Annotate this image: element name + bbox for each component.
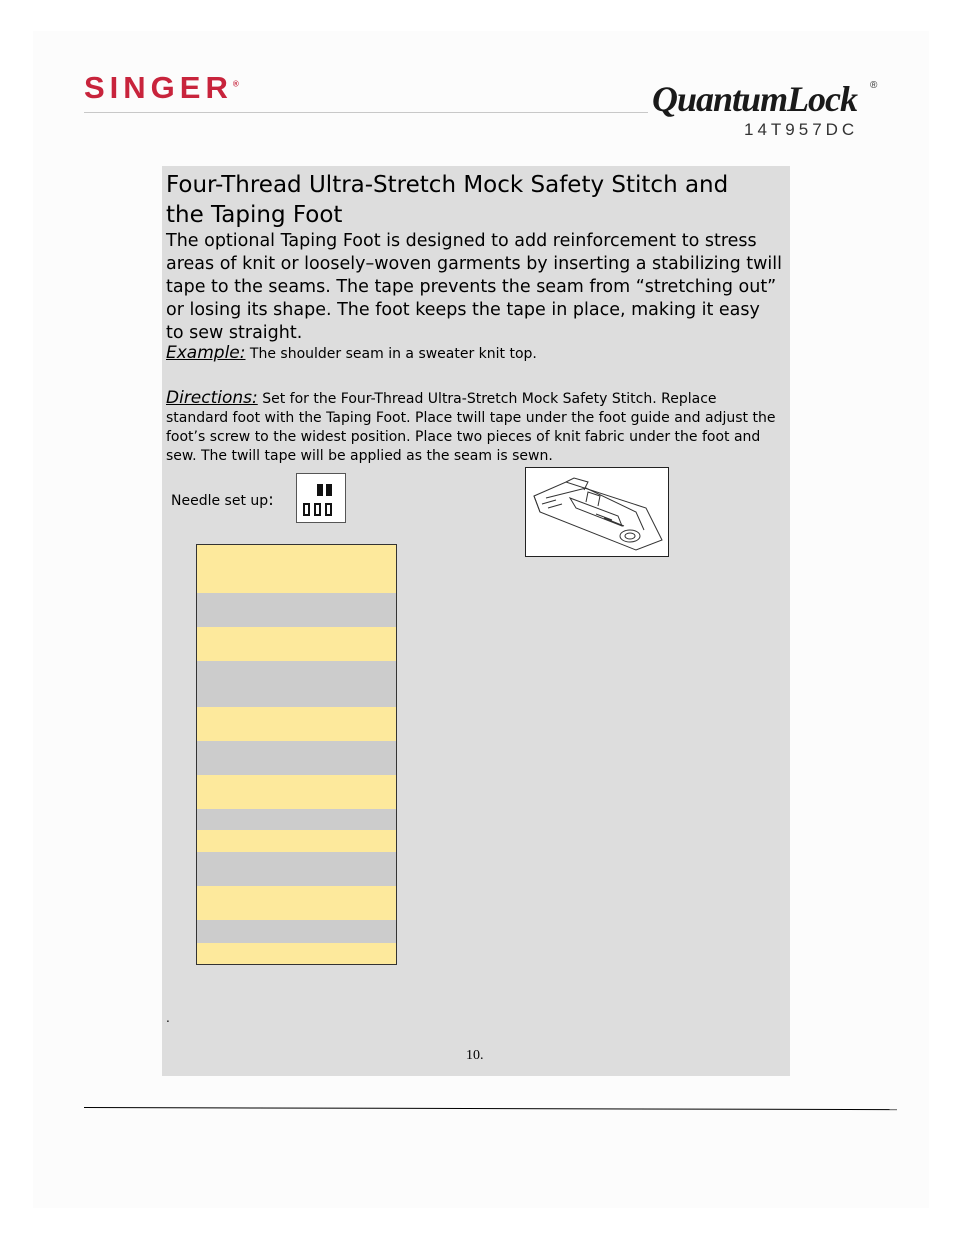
taping-foot-drawing xyxy=(526,468,668,556)
content-panel xyxy=(162,166,790,1076)
striped-table xyxy=(196,544,397,965)
example-paragraph xyxy=(166,343,782,364)
table-row xyxy=(197,943,396,965)
table-row xyxy=(197,775,396,809)
section-title: Four-Thread Ultra-Stretch Mock Safety Stitch and the Taping Foot xyxy=(166,172,729,228)
table-row xyxy=(197,545,396,593)
needle-setup-label: Needle set up: xyxy=(171,490,274,510)
table-row xyxy=(197,809,396,830)
table-row xyxy=(197,741,396,775)
model-number: 14T957DC xyxy=(744,120,859,139)
directions-text: Set for the Four-Thread Ultra-Stretch Mock Safety Stitch. Replace standard foot with the Taping Foot. Place twill tape under the foot guide and adjust the foot’s screw to the widest position. Place two pieces of knit fabric under the foot and sew. The twill tape will be applied as the seam is sewn. xyxy=(166,391,776,464)
taping-foot-illustration xyxy=(525,467,669,557)
singer-logo: SINGER® xyxy=(84,70,239,105)
table-row xyxy=(197,661,396,707)
trailing-period: . xyxy=(166,1011,170,1025)
product-registered-mark: ® xyxy=(870,80,878,91)
directions-label: Directions: xyxy=(166,388,258,408)
table-row xyxy=(197,707,396,741)
table-row xyxy=(197,830,396,852)
example-text: The shoulder seam in a sweater knit top. xyxy=(245,346,537,362)
example-label: Example: xyxy=(166,343,246,363)
header-divider xyxy=(84,112,648,113)
table-row xyxy=(197,593,396,627)
table-row xyxy=(197,886,396,920)
directions-paragraph xyxy=(166,389,782,466)
product-name: QuantumLock xyxy=(652,79,858,119)
table-row xyxy=(197,920,396,943)
needle-setup-icon xyxy=(296,473,346,523)
table-row xyxy=(197,627,396,661)
table-row xyxy=(197,852,396,886)
intro-paragraph: The optional Taping Foot is designed to add reinforcement to stress areas of knit or loosely–woven garments by inserting a stabilizing twill tape to the seams. The tape prevents the seam from “stretching out” or losing its shape. The foot keeps the tape in place, making it easy to sew straight. xyxy=(166,231,783,343)
page-number: 10. xyxy=(466,1048,484,1063)
